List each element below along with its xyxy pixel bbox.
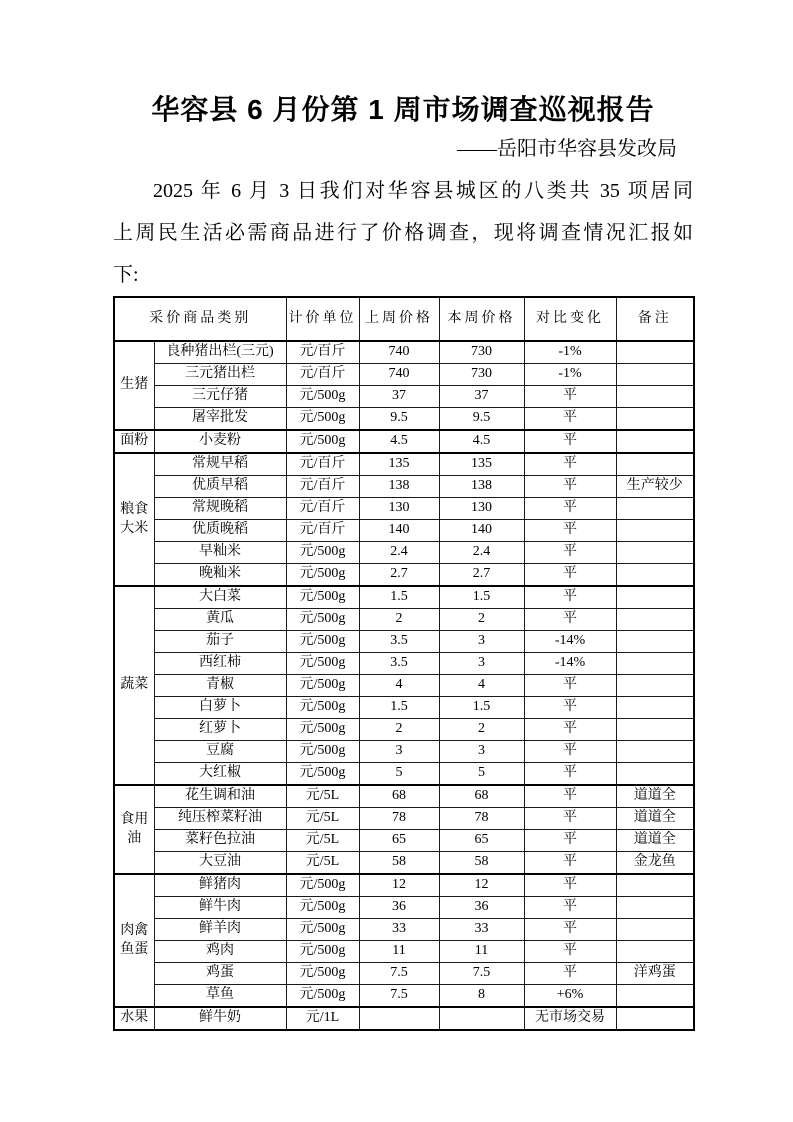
category-cell: 生猪	[114, 341, 154, 430]
table-row	[114, 941, 694, 963]
unit-cell: 元/500g	[286, 542, 359, 564]
table-row	[114, 719, 694, 741]
unit-cell: 元/百斤	[286, 520, 359, 542]
remark-cell	[616, 763, 694, 786]
last-week-price-cell: 130	[359, 498, 439, 520]
table-row	[114, 586, 694, 609]
remark-cell: 道道全	[616, 808, 694, 830]
change-cell: -14%	[524, 631, 616, 653]
item-name-cell: 纯压榨菜籽油	[154, 808, 286, 830]
remark-cell	[616, 874, 694, 897]
item-name-cell: 大白菜	[154, 586, 286, 609]
last-week-price-cell: 1.5	[359, 586, 439, 609]
last-week-price-cell: 135	[359, 453, 439, 476]
remark-cell	[616, 941, 694, 963]
unit-cell: 元/500g	[286, 430, 359, 453]
category-cell: 蔬菜	[114, 586, 154, 785]
table-row	[114, 564, 694, 587]
this-week-price-cell: 3	[439, 741, 524, 763]
table-row	[114, 697, 694, 719]
this-week-price-cell: 8	[439, 985, 524, 1008]
unit-cell: 元/500g	[286, 919, 359, 941]
this-week-price-cell: 37	[439, 386, 524, 408]
change-cell: 平	[524, 785, 616, 808]
unit-cell: 元/500g	[286, 897, 359, 919]
last-week-price-cell: 3	[359, 741, 439, 763]
category-cell: 水果	[114, 1007, 154, 1030]
this-week-price-cell: 4	[439, 675, 524, 697]
remark-cell: 洋鸡蛋	[616, 963, 694, 985]
last-week-price-cell: 7.5	[359, 985, 439, 1008]
this-week-price-cell: 130	[439, 498, 524, 520]
item-name-cell: 三元猪出栏	[154, 364, 286, 386]
remark-cell	[616, 631, 694, 653]
item-name-cell: 西红柿	[154, 653, 286, 675]
item-name-cell: 黄瓜	[154, 609, 286, 631]
this-week-price-cell: 7.5	[439, 963, 524, 985]
item-name-cell: 菜籽色拉油	[154, 830, 286, 852]
remark-cell: 金龙鱼	[616, 852, 694, 875]
table-row	[114, 453, 694, 476]
this-week-price-cell: 2.7	[439, 564, 524, 587]
unit-cell: 元/百斤	[286, 453, 359, 476]
remark-cell: 道道全	[616, 785, 694, 808]
this-week-price-cell: 1.5	[439, 586, 524, 609]
this-week-price-cell: 9.5	[439, 408, 524, 431]
change-cell: 平	[524, 941, 616, 963]
intro-line: 上周民生活必需商品进行了价格调查，现将调查情况汇报如	[113, 222, 693, 244]
change-cell: 平	[524, 963, 616, 985]
unit-cell: 元/百斤	[286, 364, 359, 386]
this-week-price-cell: 58	[439, 852, 524, 875]
this-week-price-cell: 4.5	[439, 430, 524, 453]
byline: ——岳阳市华容县发改局	[457, 138, 677, 160]
last-week-price-cell: 68	[359, 785, 439, 808]
last-week-price-cell: 138	[359, 476, 439, 498]
last-week-price-cell: 3.5	[359, 653, 439, 675]
change-cell: 平	[524, 808, 616, 830]
last-week-price-cell: 12	[359, 874, 439, 897]
remark-cell	[616, 985, 694, 1008]
unit-cell: 元/500g	[286, 874, 359, 897]
item-name-cell: 茄子	[154, 631, 286, 653]
table-row	[114, 852, 694, 875]
this-week-price-cell: 140	[439, 520, 524, 542]
item-name-cell: 优质晚稻	[154, 520, 286, 542]
table-row	[114, 430, 694, 453]
change-cell: 平	[524, 564, 616, 587]
remark-cell	[616, 520, 694, 542]
table-row	[114, 520, 694, 542]
unit-cell: 元/500g	[286, 763, 359, 786]
this-week-price-cell: 65	[439, 830, 524, 852]
remark-cell	[616, 919, 694, 941]
unit-cell: 元/5L	[286, 808, 359, 830]
table-row	[114, 985, 694, 1008]
this-week-price-cell: 12	[439, 874, 524, 897]
last-week-price-cell: 33	[359, 919, 439, 941]
remark-cell	[616, 564, 694, 587]
unit-cell: 元/500g	[286, 586, 359, 609]
item-name-cell: 三元仔猪	[154, 386, 286, 408]
unit-cell: 元/百斤	[286, 476, 359, 498]
unit-cell: 元/百斤	[286, 498, 359, 520]
remark-cell	[616, 653, 694, 675]
intro-line: 下:	[113, 264, 139, 286]
item-name-cell: 常规早稻	[154, 453, 286, 476]
this-week-price-cell: 11	[439, 941, 524, 963]
unit-cell: 元/1L	[286, 1007, 359, 1030]
unit-cell: 元/500g	[286, 408, 359, 431]
table-row	[114, 542, 694, 564]
last-week-price-cell: 740	[359, 341, 439, 364]
last-week-price-cell: 11	[359, 941, 439, 963]
item-name-cell: 大豆油	[154, 852, 286, 875]
header-row	[114, 297, 694, 341]
last-week-price-cell: 4.5	[359, 430, 439, 453]
table-row	[114, 408, 694, 431]
last-week-price-cell: 2	[359, 719, 439, 741]
last-week-price-cell: 78	[359, 808, 439, 830]
change-cell: 平	[524, 430, 616, 453]
table-row	[114, 631, 694, 653]
last-week-price-cell: 2	[359, 609, 439, 631]
remark-cell	[616, 1007, 694, 1030]
unit-cell: 元/500g	[286, 653, 359, 675]
table-row	[114, 919, 694, 941]
this-week-price-cell: 78	[439, 808, 524, 830]
last-week-price-cell: 37	[359, 386, 439, 408]
change-cell: 平	[524, 741, 616, 763]
this-week-price-cell: 5	[439, 763, 524, 786]
this-week-price-cell: 730	[439, 341, 524, 364]
item-name-cell: 小麦粉	[154, 430, 286, 453]
item-name-cell: 鲜牛肉	[154, 897, 286, 919]
change-cell: 平	[524, 453, 616, 476]
price-table-body	[114, 341, 694, 1030]
table-row	[114, 476, 694, 498]
remark-cell	[616, 386, 694, 408]
item-name-cell: 鸡肉	[154, 941, 286, 963]
table-row	[114, 830, 694, 852]
item-name-cell: 晚籼米	[154, 564, 286, 587]
remark-cell: 生产较少	[616, 476, 694, 498]
header-this-week-price: 本周价格	[439, 297, 524, 341]
table-row	[114, 386, 694, 408]
category-cell: 面粉	[114, 430, 154, 453]
remark-cell	[616, 719, 694, 741]
item-name-cell: 花生调和油	[154, 785, 286, 808]
item-name-cell: 优质早稻	[154, 476, 286, 498]
last-week-price-cell: 65	[359, 830, 439, 852]
this-week-price-cell: 3	[439, 631, 524, 653]
item-name-cell: 大红椒	[154, 763, 286, 786]
change-cell: 平	[524, 852, 616, 875]
unit-cell: 元/500g	[286, 675, 359, 697]
category-cell: 食用油	[114, 785, 154, 874]
table-row	[114, 341, 694, 364]
header-last-week-price: 上周价格	[359, 297, 439, 341]
this-week-price-cell: 68	[439, 785, 524, 808]
page-title: 华容县 6 月份第 1 周市场调查巡视报告	[151, 94, 655, 125]
change-cell: 平	[524, 498, 616, 520]
unit-cell: 元/5L	[286, 785, 359, 808]
this-week-price-cell: 135	[439, 453, 524, 476]
change-cell: 平	[524, 675, 616, 697]
this-week-price-cell: 36	[439, 897, 524, 919]
remark-cell	[616, 697, 694, 719]
this-week-price-cell: 2	[439, 609, 524, 631]
unit-cell: 元/500g	[286, 631, 359, 653]
remark-cell	[616, 408, 694, 431]
last-week-price-cell: 7.5	[359, 963, 439, 985]
table-row	[114, 763, 694, 786]
item-name-cell: 鲜牛奶	[154, 1007, 286, 1030]
change-cell: 平	[524, 520, 616, 542]
intro-line: 2025 年 6 月 3 日我们对华容县城区的八类共 35 项居同	[153, 180, 693, 202]
last-week-price-cell: 2.7	[359, 564, 439, 587]
category-cell: 肉禽鱼蛋	[114, 874, 154, 1007]
remark-cell	[616, 453, 694, 476]
remark-cell	[616, 897, 694, 919]
item-name-cell: 屠宰批发	[154, 408, 286, 431]
table-row	[114, 963, 694, 985]
remark-cell	[616, 609, 694, 631]
item-name-cell: 鲜猪肉	[154, 874, 286, 897]
remark-cell	[616, 542, 694, 564]
this-week-price-cell: 2	[439, 719, 524, 741]
table-row	[114, 785, 694, 808]
table-row	[114, 653, 694, 675]
unit-cell: 元/5L	[286, 852, 359, 875]
remark-cell	[616, 430, 694, 453]
header-product-category: 采价商品类别	[114, 297, 286, 341]
item-name-cell: 白萝卜	[154, 697, 286, 719]
remark-cell	[616, 586, 694, 609]
table-row	[114, 741, 694, 763]
item-name-cell: 早籼米	[154, 542, 286, 564]
change-cell: +6%	[524, 985, 616, 1008]
change-cell: 平	[524, 408, 616, 431]
unit-cell: 元/500g	[286, 941, 359, 963]
header-remark: 备注	[616, 297, 694, 341]
remark-cell	[616, 675, 694, 697]
item-name-cell: 良种猪出栏(三元)	[154, 341, 286, 364]
unit-cell: 元/500g	[286, 697, 359, 719]
table-row	[114, 874, 694, 897]
change-cell: 平	[524, 697, 616, 719]
header-change: 对比变化	[524, 297, 616, 341]
last-week-price-cell: 140	[359, 520, 439, 542]
header-unit: 计价单位	[286, 297, 359, 341]
last-week-price-cell: 5	[359, 763, 439, 786]
change-cell: 无市场交易	[524, 1007, 616, 1030]
last-week-price-cell: 9.5	[359, 408, 439, 431]
table-row	[114, 609, 694, 631]
change-cell: 平	[524, 386, 616, 408]
unit-cell: 元/500g	[286, 609, 359, 631]
unit-cell: 元/500g	[286, 741, 359, 763]
last-week-price-cell: 36	[359, 897, 439, 919]
unit-cell: 元/500g	[286, 719, 359, 741]
change-cell: -1%	[524, 341, 616, 364]
item-name-cell: 鸡蛋	[154, 963, 286, 985]
intro-paragraph	[113, 170, 693, 296]
this-week-price-cell: 1.5	[439, 697, 524, 719]
change-cell: 平	[524, 719, 616, 741]
last-week-price-cell: 3.5	[359, 631, 439, 653]
remark-cell	[616, 364, 694, 386]
change-cell: -14%	[524, 653, 616, 675]
this-week-price-cell: 33	[439, 919, 524, 941]
last-week-price-cell: 740	[359, 364, 439, 386]
price-table	[113, 296, 695, 1031]
item-name-cell: 鲜羊肉	[154, 919, 286, 941]
table-row	[114, 1007, 694, 1030]
category-cell: 粮食大米	[114, 453, 154, 586]
last-week-price-cell	[359, 1007, 439, 1030]
last-week-price-cell: 1.5	[359, 697, 439, 719]
item-name-cell: 豆腐	[154, 741, 286, 763]
this-week-price-cell: 3	[439, 653, 524, 675]
table-row	[114, 897, 694, 919]
unit-cell: 元/500g	[286, 985, 359, 1008]
last-week-price-cell: 4	[359, 675, 439, 697]
change-cell: 平	[524, 830, 616, 852]
table-row	[114, 364, 694, 386]
unit-cell: 元/500g	[286, 564, 359, 587]
item-name-cell: 青椒	[154, 675, 286, 697]
this-week-price-cell: 138	[439, 476, 524, 498]
unit-cell: 元/500g	[286, 963, 359, 985]
change-cell: 平	[524, 476, 616, 498]
last-week-price-cell: 2.4	[359, 542, 439, 564]
change-cell: 平	[524, 897, 616, 919]
this-week-price-cell: 730	[439, 364, 524, 386]
table-row	[114, 498, 694, 520]
unit-cell: 元/5L	[286, 830, 359, 852]
item-name-cell: 红萝卜	[154, 719, 286, 741]
this-week-price-cell: 2.4	[439, 542, 524, 564]
unit-cell: 元/500g	[286, 386, 359, 408]
table-row	[114, 675, 694, 697]
remark-cell	[616, 498, 694, 520]
this-week-price-cell	[439, 1007, 524, 1030]
change-cell: 平	[524, 919, 616, 941]
change-cell: 平	[524, 874, 616, 897]
change-cell: -1%	[524, 364, 616, 386]
change-cell: 平	[524, 542, 616, 564]
remark-cell	[616, 341, 694, 364]
item-name-cell: 草鱼	[154, 985, 286, 1008]
unit-cell: 元/百斤	[286, 341, 359, 364]
last-week-price-cell: 58	[359, 852, 439, 875]
change-cell: 平	[524, 763, 616, 786]
change-cell: 平	[524, 609, 616, 631]
change-cell: 平	[524, 586, 616, 609]
remark-cell	[616, 741, 694, 763]
remark-cell: 道道全	[616, 830, 694, 852]
item-name-cell: 常规晚稻	[154, 498, 286, 520]
table-row	[114, 808, 694, 830]
